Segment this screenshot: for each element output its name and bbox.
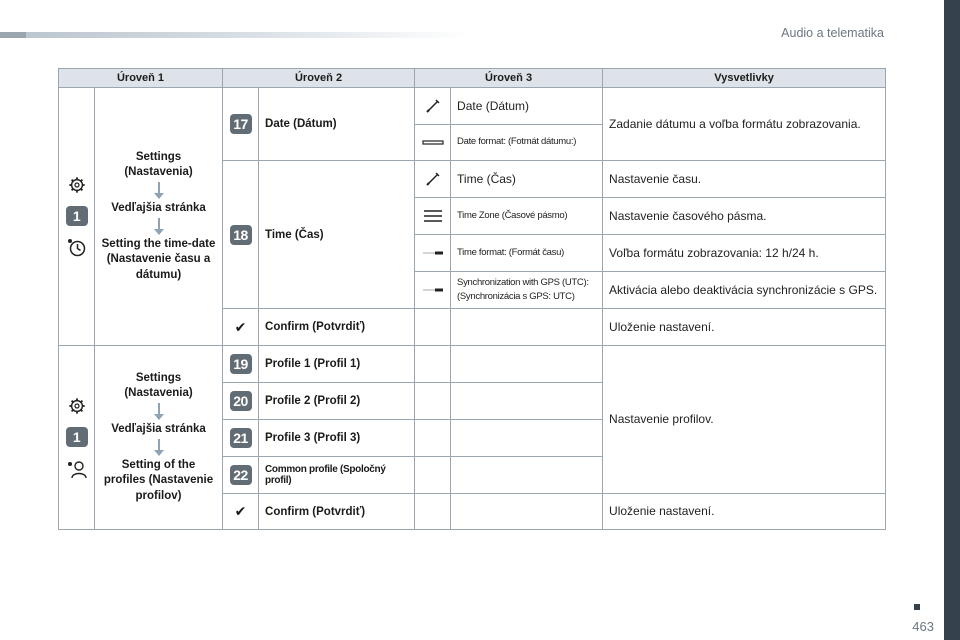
level3-time-zone: Time Zone (Časové pásmo) [451, 198, 603, 235]
toggle-icon [421, 287, 445, 293]
level3-date: Date (Dátum) [451, 88, 603, 125]
level2-confirm: Confirm (Potvrdiť) [259, 494, 415, 530]
badge-cell [223, 346, 259, 383]
description-confirm: Uloženie nastavení. [603, 309, 886, 346]
empty-cell [415, 346, 451, 383]
icon-cell [415, 272, 451, 309]
settings-table [58, 68, 886, 530]
level1-icons-cell [59, 346, 95, 530]
description-gps-sync: Aktivácia alebo deaktivácia synchronizácie s GPS. [603, 272, 886, 309]
column-header-level3: Úroveň 3 [415, 69, 603, 88]
gear-icon [68, 176, 86, 194]
level2-common-profile: Common profile (Spoločný profil) [259, 457, 415, 494]
empty-cell [451, 383, 603, 420]
nav-settings-label: Settings (Nastavenia) [124, 150, 193, 179]
nav-profiles-label: Setting of the profiles (Nastavenie profilov) [103, 458, 214, 502]
step-badge: 17 [230, 114, 252, 134]
level2-time: Time (Čas) [259, 161, 415, 309]
check-icon: ✔ [223, 494, 259, 530]
badge-cell [223, 420, 259, 457]
step-badge: 22 [230, 465, 252, 485]
level3-date-format: Date format: (Fotmát dátumu:) [451, 125, 603, 161]
description-time-zone: Nastavenie časového pásma. [603, 198, 886, 235]
column-header-level2: Úroveň 2 [223, 69, 415, 88]
nav-secondary-page-label: Vedľajšia stránka [111, 201, 206, 214]
empty-cell [415, 420, 451, 457]
empty-cell [451, 420, 603, 457]
empty-cell [451, 346, 603, 383]
description-date: Zadanie dátumu a voľba formátu zobrazovania. [603, 88, 886, 161]
arrow-down-icon [154, 439, 164, 457]
badge-cell [223, 161, 259, 309]
description-time-format: Voľba formátu zobrazovania: 12 h/24 h. [603, 235, 886, 272]
level1-navigation-path [95, 346, 223, 530]
table-row [59, 346, 886, 383]
description-profiles: Nastavenie profilov. [603, 346, 886, 494]
badge-cell [223, 457, 259, 494]
clock-icon [67, 238, 87, 258]
level2-confirm: Confirm (Potvrdiť) [259, 309, 415, 346]
pencil-icon [425, 98, 441, 114]
icon-cell [415, 198, 451, 235]
empty-cell [451, 457, 603, 494]
section-title: Audio a telematika [781, 26, 884, 40]
page-number: 463 [912, 619, 934, 634]
empty-cell [415, 309, 451, 346]
header-rule [0, 32, 470, 38]
description-confirm: Uloženie nastavení. [603, 494, 886, 530]
level3-time: Time (Čas) [451, 161, 603, 198]
header-rule-accent [0, 32, 26, 38]
step-badge: 1 [66, 206, 88, 226]
nav-settings-label: Settings (Nastavenia) [124, 371, 193, 400]
table-row [59, 88, 886, 125]
empty-cell [451, 494, 603, 530]
icon-cell [415, 125, 451, 161]
level2-profile-2: Profile 2 (Profil 2) [259, 383, 415, 420]
level2-profile-1: Profile 1 (Profil 1) [259, 346, 415, 383]
step-badge: 18 [230, 225, 252, 245]
nav-time-date-label: Setting the time-date (Nastavenie času a dátumu) [101, 237, 216, 281]
gear-icon [68, 397, 86, 415]
list-icon [423, 209, 443, 223]
empty-cell [415, 494, 451, 530]
select-field-icon [422, 139, 444, 147]
icon-cell [415, 161, 451, 198]
pencil-icon [425, 171, 441, 187]
check-icon: ✔ [223, 309, 259, 346]
column-header-description: Vysvetlivky [603, 69, 886, 88]
page-marker [914, 604, 920, 610]
toggle-icon [421, 250, 445, 256]
empty-cell [451, 309, 603, 346]
table-header-row [59, 69, 886, 88]
step-badge: 1 [66, 427, 88, 447]
level3-time-format: Time format: (Formát času) [451, 235, 603, 272]
level2-profile-3: Profile 3 (Profil 3) [259, 420, 415, 457]
icon-cell [415, 88, 451, 125]
level3-gps-sync: Synchronization with GPS (UTC): (Synchronizácia s GPS: UTC) [451, 272, 603, 309]
nav-secondary-page-label: Vedľajšia stránka [111, 422, 206, 435]
empty-cell [415, 383, 451, 420]
arrow-down-icon [154, 182, 164, 200]
badge-cell [223, 88, 259, 161]
column-header-level1: Úroveň 1 [59, 69, 223, 88]
user-profile-icon [66, 459, 88, 479]
icon-cell [415, 235, 451, 272]
page-edge-band [944, 0, 960, 640]
arrow-down-icon [154, 403, 164, 421]
level2-date: Date (Dátum) [259, 88, 415, 161]
level1-icons-cell [59, 88, 95, 346]
level1-navigation-path [95, 88, 223, 346]
step-badge: 20 [230, 391, 252, 411]
arrow-down-icon [154, 218, 164, 236]
step-badge: 21 [230, 428, 252, 448]
description-time: Nastavenie času. [603, 161, 886, 198]
step-badge: 19 [230, 354, 252, 374]
badge-cell [223, 383, 259, 420]
empty-cell [415, 457, 451, 494]
